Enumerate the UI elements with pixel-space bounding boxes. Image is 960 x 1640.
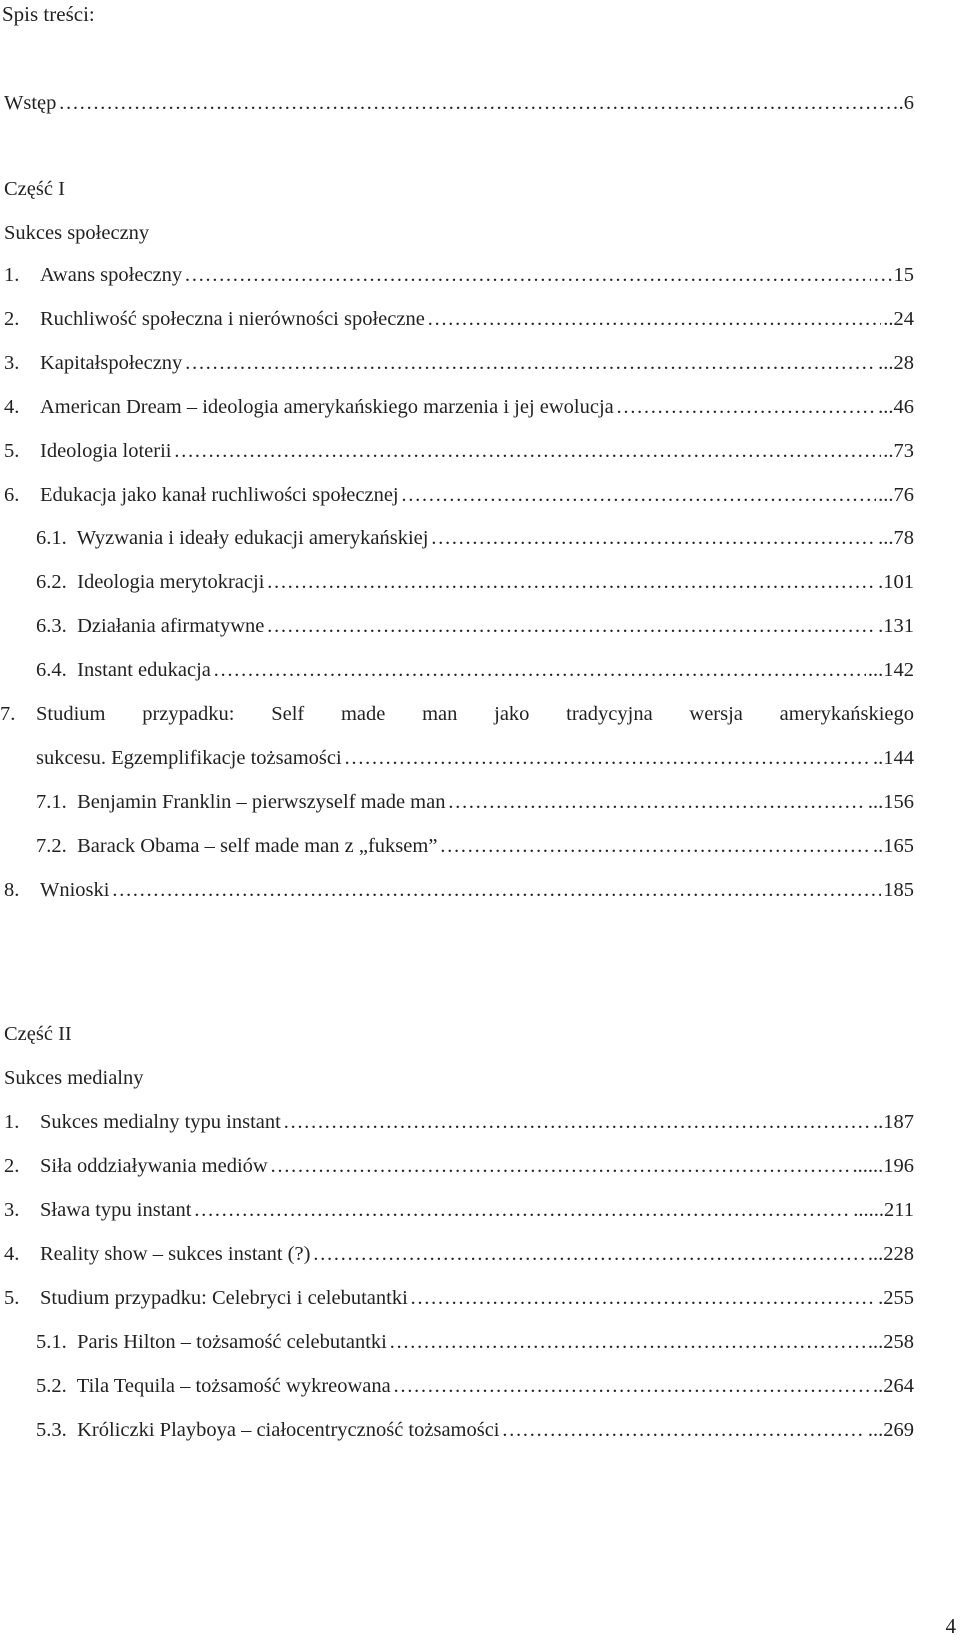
toc-entry-5[interactable] [4,434,914,468]
toc-entry-7-1[interactable] [0,785,914,819]
toc-entry-2[interactable] [4,302,914,336]
toc-page: ...28 [878,352,914,374]
page-title: Spis treści: [2,2,95,26]
toc-page: ......196 [852,1155,914,1177]
toc-leader [184,258,871,292]
toc-page: ..24 [883,308,914,330]
toc-entry-3[interactable] [4,346,914,380]
toc-label: 6. Edukacja jako kanał ruchliwości społecznej [4,484,399,506]
toc-leader [266,609,876,643]
toc-page: ..73 [883,440,914,462]
toc-page: ...76 [878,484,914,506]
toc-entry-7-line1[interactable] [0,697,914,731]
toc-entry-6-3[interactable] [0,609,914,643]
toc-leader [401,478,877,512]
toc-label: 8. Wnioski [4,879,110,901]
page-number: 4 [945,1614,956,1638]
toc-label: 5.1. Paris Hilton – tożsamość celebutantki [36,1331,387,1353]
toc-leader [174,434,882,468]
toc-leader [270,1149,851,1183]
toc-label: 6.1. Wyzwania i ideały edukacji amerykańskiej [36,527,429,549]
toc-label: Wstęp [4,92,57,114]
toc-entry-ii-1[interactable] [4,1105,914,1139]
toc-page: ..264 [873,1375,914,1397]
toc-entry-intro[interactable] [4,86,914,120]
toc-page: ..187 [873,1111,914,1133]
toc-leader [58,86,896,120]
toc-label: 7.2. Barack Obama – self made man z „fuksem” [36,835,438,857]
toc-label: 7.1. Benjamin Franklin – pierwszyself made man [36,791,446,813]
toc-entry-8[interactable] [4,873,914,907]
toc-page: 185 [883,879,914,901]
toc-entry-6[interactable] [4,478,914,512]
toc-leader [430,521,876,555]
toc-leader [393,1369,871,1403]
toc-leader [213,653,866,687]
toc-page: ...228 [867,1243,914,1265]
toc-page: ...258 [867,1331,914,1353]
toc-label: 6.2. Ideologia merytokracji [36,571,265,593]
toc-page: ...142 [867,659,914,681]
toc-label: 3. Kapitałspołeczny [4,352,183,374]
toc-label: 5. Ideologia loterii [4,440,172,462]
toc-leader [283,1105,871,1139]
toc-entry-ii-3[interactable] [4,1193,914,1227]
toc-leader [427,302,881,336]
part2-heading: Część II [4,1023,72,1045]
part1-subheading: Sukces społeczny [4,222,150,244]
toc-page: ..144 [873,747,914,769]
toc-label: 4. Reality show – sukces instant (?) [4,1243,311,1265]
toc-entry-ii-5-2[interactable] [0,1369,914,1403]
toc-page: .255 [878,1287,914,1309]
toc-page: .6 [898,92,914,114]
toc-page: ...269 [867,1419,914,1441]
toc-entry-4[interactable] [4,390,914,424]
toc-entry-ii-4[interactable] [4,1237,914,1271]
toc-entry-6-2[interactable] [0,565,914,599]
toc-page: ..165 [873,835,914,857]
toc-label: 1. Awans społeczny [4,264,183,286]
toc-label: 2. Siła oddziaływania mediów [4,1155,268,1177]
toc-page: .131 [878,615,914,637]
toc-leader [410,1281,876,1315]
toc-entry-6-4[interactable] [0,653,914,687]
toc-page: ......211 [853,1199,914,1221]
part2-subheading: Sukces medialny [4,1067,144,1089]
toc-leader [266,565,876,599]
toc-entry-ii-2[interactable] [4,1149,914,1183]
toc-leader [439,829,871,863]
toc-leader [184,346,876,380]
toc-number: 7. [0,703,16,725]
toc-label: 3. Sława typu instant [4,1199,192,1221]
toc-leader [502,1413,866,1447]
toc-page: ...46 [878,396,914,418]
toc-label: sukcesu. Egzemplifikacje tożsamości [36,747,342,769]
toc-page: …15 [873,264,914,286]
toc-entry-6-1[interactable] [0,521,914,555]
toc-label: 6.4. Instant edukacja [36,659,211,681]
toc-leader [389,1325,866,1359]
toc-label: 1. Sukces medialny typu instant [4,1111,281,1133]
toc-entry-7-2[interactable] [0,829,914,863]
toc-label: 5.3. Króliczki Playboya – ciałocentryczność tożsamości [36,1419,500,1441]
toc-label: 5.2. Tila Tequila – tożsamość wykreowana [36,1375,391,1397]
toc-entry-ii-5-1[interactable] [0,1325,914,1359]
toc-page: ...78 [878,527,914,549]
toc-label: Studium przypadku: Self made man jako tradycyjna wersja amerykańskiego [36,703,914,725]
toc-label: 6.3. Działania afirmatywne [36,615,265,637]
toc-label: 5. Studium przypadku: Celebryci i celebutantki [4,1287,408,1309]
toc-entry-ii-5[interactable] [4,1281,914,1315]
toc-entry-7[interactable] [0,741,914,775]
toc-page: ...156 [867,791,914,813]
toc-leader [193,1193,851,1227]
toc-leader [447,785,865,819]
toc-leader [111,873,881,907]
part1-heading: Część I [4,178,65,200]
toc-page: .101 [878,571,914,593]
toc-leader [344,741,871,775]
toc-leader [312,1237,865,1271]
toc-entry-ii-5-3[interactable] [0,1413,914,1447]
toc-label: 2. Ruchliwość społeczna i nierówności społeczne [4,308,425,330]
toc-entry-1[interactable] [4,258,914,292]
toc-label: 4. American Dream – ideologia amerykańskiego marzenia i jej ewolucja [4,396,614,418]
toc-leader [616,390,876,424]
